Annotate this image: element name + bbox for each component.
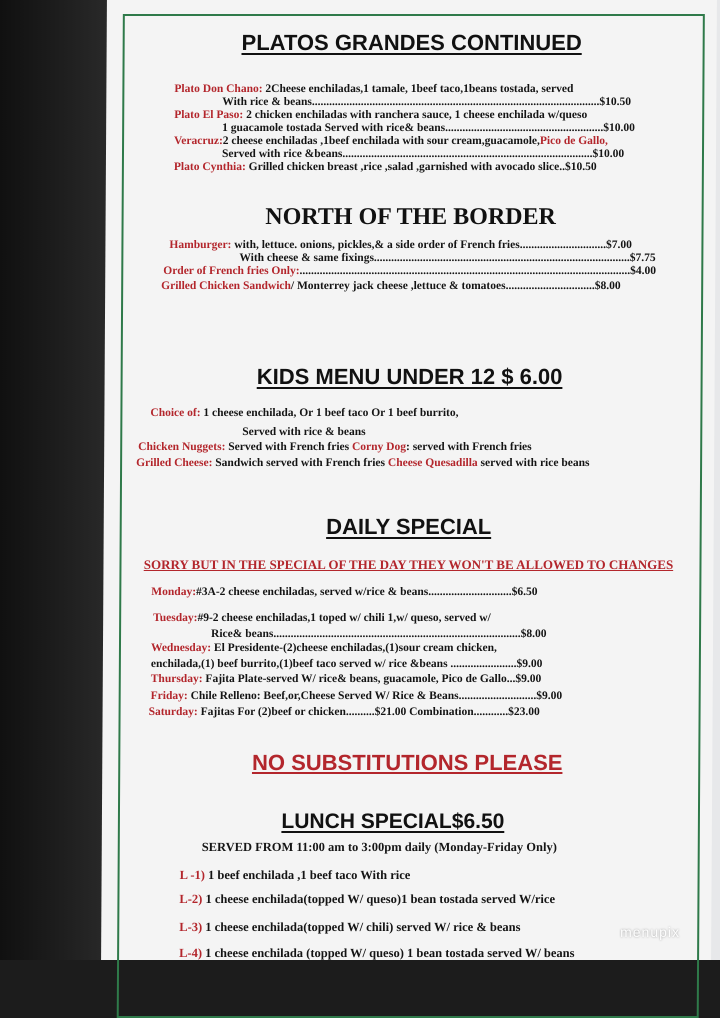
no-substitutions-notice: NO SUBSTITUTIONS PLEASE (251, 750, 563, 775)
lunch-heading: LUNCH SPECIAL$6.50 (281, 810, 505, 833)
french-fries (163, 264, 656, 278)
veracruz (174, 134, 608, 148)
platos-heading: PLATOS GRANDES CONTINUED (241, 30, 582, 55)
item-name: Wednesday: (150, 642, 212, 654)
kids-choice (150, 406, 458, 420)
item-desc: #9-2 cheese enchiladas,1 toped w/ chili 1,w/ queso, served w/ (197, 612, 491, 624)
plato-cynthia (174, 160, 597, 174)
north-heading: NORTH OF THE BORDER (265, 204, 556, 230)
plato-el-paso (174, 108, 587, 122)
lunch-item (180, 868, 411, 883)
item-code: L-2) (179, 892, 203, 906)
item-name: Friday: (150, 690, 188, 702)
item-name: Cheese Quesadilla (387, 457, 478, 469)
kids-choice-cont: Served with rice & beans (242, 426, 366, 438)
menu-content (101, 0, 717, 960)
daily-heading: DAILY SPECIAL (326, 514, 492, 539)
item-desc: Served with French fries (225, 441, 353, 453)
menu-page (101, 0, 717, 960)
daily-thursday (151, 672, 542, 686)
item-name: Order of French fries Only: (163, 265, 300, 277)
item-desc: with, lettuce. onions, pickles,& a side order of French fries..............................$7.00 (231, 239, 632, 251)
lunch-item (179, 920, 520, 935)
item-desc: Fajita Plate-served W/ rice& beans, guacamole, Pico de Gallo...$9.00 (202, 673, 542, 685)
item-desc: Chile Relleno: Beef,or,Cheese Served W/ Rice & Beans...........................$9.00 (187, 690, 563, 702)
item-desc: / Monterrey jack cheese ,lettuce & tomatoes...............................$8.00 (290, 280, 621, 292)
lunch-item (179, 946, 574, 961)
item-desc: El Presidente-(2)cheese enchiladas,(1)sour cream chicken, (211, 642, 497, 654)
plato-el-paso-cont: 1 guacamole tostada Served with rice& beans.......................................................$10.00 (222, 122, 635, 134)
item-name: Plato Don Chano: (174, 83, 263, 95)
item-desc: ...................................................................................................................$4.00 (299, 265, 657, 277)
item-name: Thursday: (150, 673, 203, 685)
item-name: Chicken Nuggets: (138, 441, 226, 453)
lunch-item (179, 892, 555, 907)
item-name: Monday: (151, 586, 197, 598)
plato-don-chano (174, 82, 573, 96)
item-desc: Fajitas For (2)beef or chicken..........$21.00 Combination............$23.00 (197, 706, 540, 718)
item-name: Veracruz: (174, 135, 223, 147)
daily-wednesday (151, 641, 497, 655)
daily-wednesday-cont: enchilada,(1) beef burrito,(1)beef taco served w/ rice &beans .......................$9.00 (150, 658, 543, 670)
item-name: Hamburger: (169, 239, 232, 251)
item-desc: Grilled chicken breast ,rice ,salad ,garnished with avocado slice..$10.50 (245, 161, 597, 173)
item-name: Choice of: (150, 407, 201, 419)
plato-don-chano-cont: With rice & beans....................................................................................................$10.50 (222, 96, 632, 108)
watermark-logo: menupix (620, 924, 680, 940)
daily-friday (151, 689, 563, 703)
item-name: Corny Dog (351, 441, 407, 453)
item-name: Grilled Cheese: (136, 457, 213, 469)
kids-nuggets-corny (138, 440, 532, 454)
item-name: Saturday: (148, 706, 198, 718)
kids-heading: KIDS MENU UNDER 12 $ 6.00 (256, 364, 563, 389)
item-name: Plato El Paso: (174, 109, 244, 121)
item-desc: : served with French fries (405, 441, 532, 453)
daily-monday (151, 585, 537, 599)
hamburger-cheese: With cheese & same fixings.........................................................................................$7.75 (239, 252, 656, 264)
kids-grilled-quesadilla (136, 456, 589, 470)
daily-tuesday-cont: Rice& beans......................................................................................$8.00 (211, 628, 547, 640)
daily-saturday (149, 705, 540, 719)
item-desc: 1 cheese enchilada(topped W/ queso)1 bean tostada served W/rice (202, 892, 556, 906)
item-desc: 1 cheese enchilada (topped W/ queso) 1 bean tostada served W/ beans (201, 946, 575, 960)
item-name: Pico de Gallo, (539, 135, 608, 147)
item-code: L -1) (179, 868, 205, 882)
item-name: Tuesday: (153, 612, 198, 624)
item-desc: 1 cheese enchilada(topped W/ chili) served W/ rice & beans (202, 920, 521, 934)
item-desc: Sandwich served with French fries (212, 457, 388, 469)
item-code: L-3) (179, 920, 203, 934)
hamburger (169, 238, 632, 252)
grilled-chicken-sandwich (161, 279, 620, 293)
item-desc: served with rice beans (477, 457, 590, 469)
item-desc: 2Cheese enchiladas,1 tamale, 1beef taco,1beans tostada, served (262, 83, 574, 95)
item-desc: 1 beef enchilada ,1 beef taco With rice (204, 868, 411, 882)
item-desc: 2 cheese enchiladas ,1beef enchilada with sour cream,guacamole, (222, 135, 540, 147)
item-name: Plato Cynthia: (173, 161, 246, 173)
item-code: L-4) (179, 946, 203, 960)
daily-notice: SORRY BUT IN THE SPECIAL OF THE DAY THEY WON'T BE ALLOWED TO CHANGES (143, 557, 674, 572)
item-name: Grilled Chicken Sandwich (161, 280, 291, 292)
item-desc: 1 cheese enchilada, Or 1 beef taco Or 1 beef burrito, (200, 407, 459, 419)
item-desc: 2 chicken enchiladas with ranchera sauce, 1 cheese enchilada w/queso (243, 109, 588, 121)
item-desc: #3A-2 cheese enchiladas, served w/rice & beans.............................$6.50 (196, 586, 538, 598)
daily-tuesday (153, 611, 491, 625)
veracruz-cont: Served with rice &beans.......................................................................................$10.00 (221, 148, 625, 160)
lunch-served-hours: SERVED FROM 11:00 am to 3:00pm daily (Monday-Friday Only) (201, 840, 557, 854)
